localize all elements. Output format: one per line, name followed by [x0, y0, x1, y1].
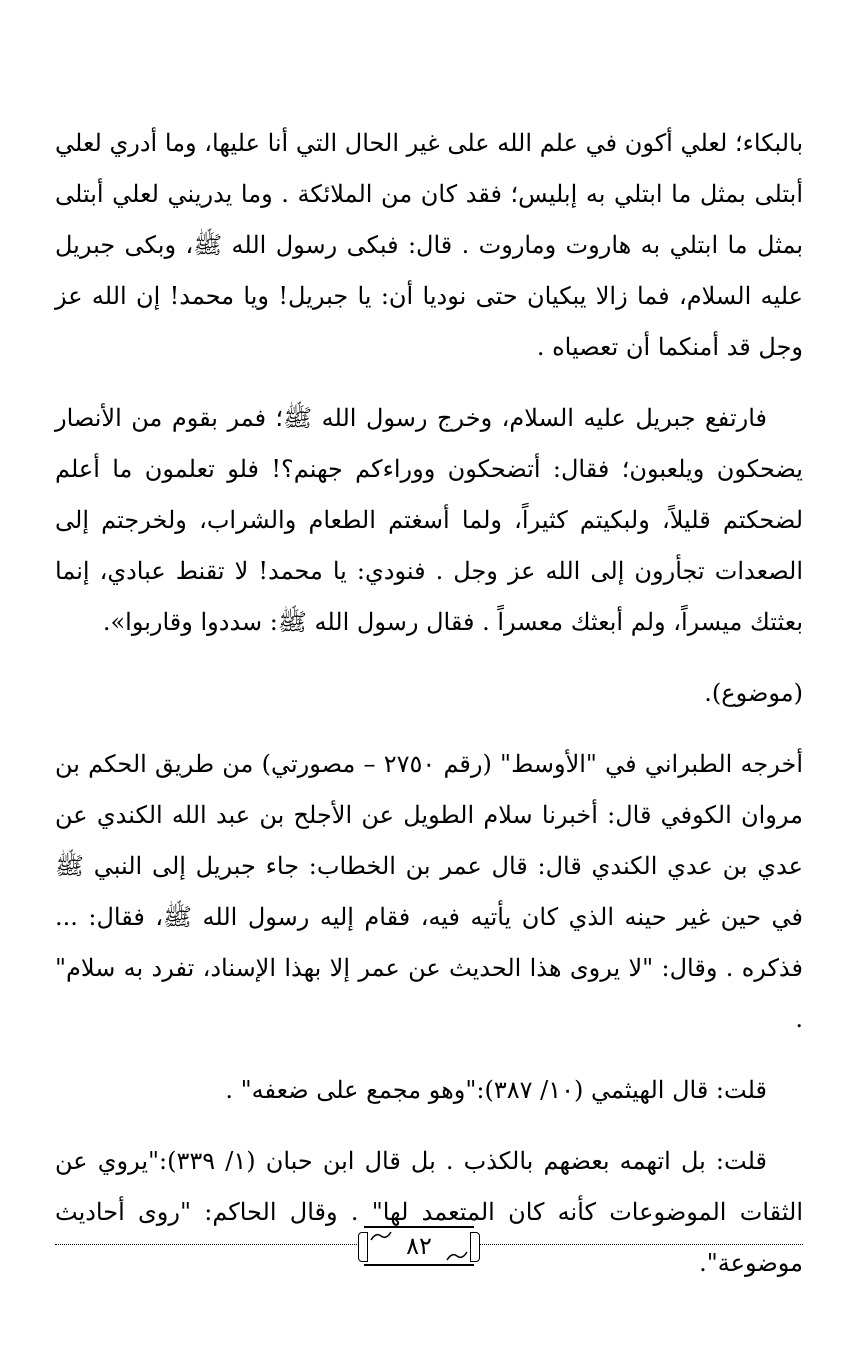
- paragraph-takhrij: أخرجه الطبراني في "الأوسط" (رقم ٢٧٥٠ – مصورتي) من طريق الحكم بن مروان الكوفي قال: أخبرنا سلام الطويل عن الأجلح بن عبد الله الكندي عن عدي بن عدي الكندي قال: قال عمر بن الخطاب: جاء جبريل إلى النبي ﷺ في حين غير حينه الذي كان يأتيه فيه، فقام إليه رسول الله ﷺ، فقال: ... فذكره . وقال: "لا يروى هذا الحديث عن عمر إلا بهذا الإسناد، تفرد به سلام" .: [55, 750, 804, 1033]
- page-number-frame: [364, 1226, 474, 1266]
- paragraph-ibn-hibban: قلت: بل اتهمه بعضهم بالكذب . بل قال ابن حبان (١/ ٣٣٩):"يروي عن الثقات الموضوعات كأنه كان المتعمد لها" . وقال الحاكم: "روى أحاديث موضوعة".: [55, 1147, 803, 1277]
- page-number: ٨٢: [406, 1232, 432, 1260]
- paragraph-2: فارتفع جبريل عليه السلام، وخرج رسول الله ﷺ؛ فمر بقوم من الأنصار يضحكون ويلعبون؛ فقال: أتضحكون ووراءكم جهنم؟! فلو تعلمون ما أعلم لضحكتم قليلاً، ولبكيتم كثيراً، ولما أسغتم الطعام والشراب، ولخرجتم إلى الصعدات تجأرون إلى الله عز وجل . فنودي: يا محمد! لا تقنط عبادي، إنما بعثتك ميسراً، ولم أبعثك معسراً . فقال رسول الله ﷺ: سددوا وقاربوا».: [55, 404, 804, 636]
- paragraph-haythami: قلت: قال الهيثمي (١٠/ ٣٨٧):"وهو مجمع على ضعفه" .: [225, 1076, 767, 1104]
- paragraph-1: بالبكاء؛ لعلي أكون في علم الله على غير الحال التي أنا عليها، وما أدري لعلي أبتلى بمثل ما ابتلي به إبليس؛ فقد كان من الملائكة . وما يدريني لعلي أبتلى بمثل ما ابتلي به هاروت وماروت . قال: فبكى رسول الله ﷺ، وبكى جبريل عليه السلام، فما زالا يبكيان حتى نوديا أن: يا جبريل! ويا محمد! إن الله عز وجل قد أمنكما أن تعصياه .: [55, 129, 803, 361]
- paragraph-verdict: (موضوع).: [704, 679, 803, 707]
- page-body: [55, 118, 803, 1289]
